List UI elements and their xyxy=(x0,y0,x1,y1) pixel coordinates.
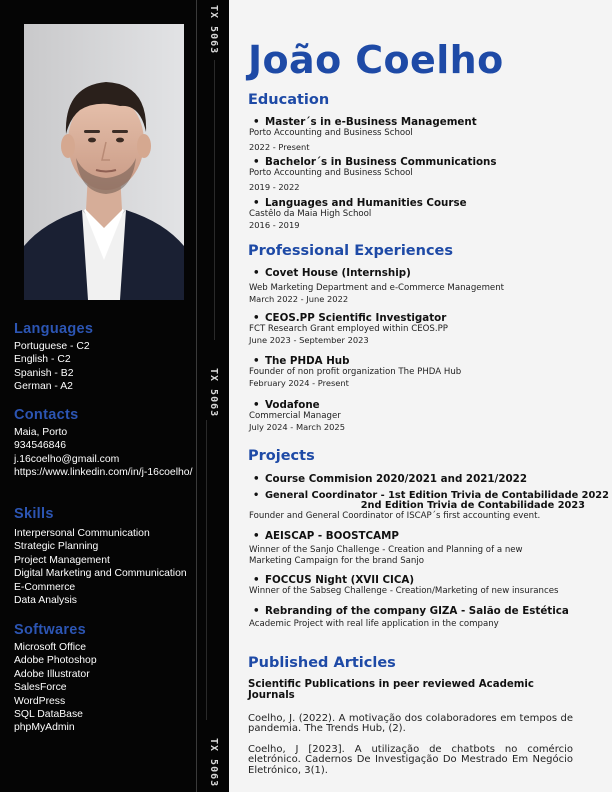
bullet-icon: • xyxy=(253,197,260,209)
languages-section xyxy=(14,321,93,394)
project-entry xyxy=(249,473,601,485)
contact-phone[interactable]: 934546846 xyxy=(14,440,67,452)
skill-item: Interpersonal Communication xyxy=(14,528,150,539)
softwares-section xyxy=(14,622,97,735)
film-scratch xyxy=(206,420,207,720)
entry-title-text: Vodafone xyxy=(265,399,320,411)
entry-description: Winner of the Sanjo Challenge - Creation and Planning of a new xyxy=(249,545,523,555)
entry-title xyxy=(249,197,601,209)
article-citation: Coelho, J. (2022). A motivação dos colaboradores em tempos de pandemia. The Trends Hub, (2). xyxy=(248,713,573,735)
entry-date: February 2024 - Present xyxy=(249,378,349,388)
bullet-icon: • xyxy=(253,399,260,411)
entry-title xyxy=(249,574,601,586)
entry-title-text: Languages and Humanities Course xyxy=(265,197,467,209)
articles-title: Published Articles xyxy=(248,655,396,671)
skill-item: Strategic Planning xyxy=(14,541,99,553)
entry-title xyxy=(249,312,601,324)
entry-title xyxy=(249,473,601,485)
entry-title xyxy=(249,355,601,367)
project-entry xyxy=(249,605,601,630)
entry-title-text: Master´s in e-Business Management xyxy=(265,116,477,128)
bullet-icon: • xyxy=(253,530,260,542)
skill-item: Data Analysis xyxy=(14,595,77,607)
software-item: SQL DataBase xyxy=(14,709,83,721)
person-name: João Coelho xyxy=(248,38,504,82)
article-citation: Coelho, J [2023]. A utilização de chatbots no comércio eletrónico. Cadernos De Investigação Do Mestrado Em Negócio Eletrónico, 3(1). xyxy=(248,744,573,776)
entry-description: Academic Project with real life application in the company xyxy=(249,619,499,629)
entry-description: Web Marketing Department and e-Commerce Management xyxy=(249,283,505,293)
entry-description: Winner of the Sabseg Challenge - Creation/Marketing of new insurances xyxy=(249,586,559,596)
experience-title: Professional Experiences xyxy=(248,243,454,259)
entry-description: Founder and General Coordinator of ISCAP´s first accounting event. xyxy=(249,511,541,521)
entry-date: July 2024 - March 2025 xyxy=(249,422,345,432)
bullet-icon: • xyxy=(253,156,260,168)
entry-institution: Porto Accounting and Business School xyxy=(249,168,413,178)
bullet-icon: • xyxy=(253,473,260,485)
entry-title xyxy=(249,116,601,128)
entry-title-text: CEOS.PP Scientific Investigator xyxy=(265,312,447,324)
entry-date: 2016 - 2019 xyxy=(249,220,300,230)
entry-title-text: Covet House (Internship) xyxy=(265,267,411,279)
entry-title xyxy=(249,156,601,168)
entry-title-text: AEISCAP - BOOSTCAMP xyxy=(265,530,399,542)
software-item: phpMyAdmin xyxy=(14,722,75,734)
bullet-icon: • xyxy=(253,267,260,279)
entry-title-text: General Coordinator - 1st Edition Trivia de Contabilidade 2022 xyxy=(265,490,609,501)
language-item: German - A2 xyxy=(14,381,73,393)
entry-description: Founder of non profit organization The PHDA Hub xyxy=(249,367,462,377)
experience-entry xyxy=(249,312,601,346)
entry-description-continued: Marketing Campaign for the brand Sanjo xyxy=(249,556,425,566)
bullet-icon: • xyxy=(253,490,260,501)
bullet-icon: • xyxy=(253,355,260,367)
education-entry xyxy=(249,156,601,193)
film-scratch xyxy=(196,0,197,792)
experience-entry xyxy=(249,267,601,305)
entry-title xyxy=(249,267,601,279)
entry-title xyxy=(249,605,601,617)
bullet-icon: • xyxy=(253,605,260,617)
contacts-section xyxy=(14,407,192,480)
articles-subtitle: Scientific Publications in peer reviewed Academic Journals xyxy=(248,679,534,701)
contacts-title: Contacts xyxy=(14,407,79,423)
film-mark-top: TX 5063 xyxy=(208,5,219,55)
entry-date: 2019 - 2022 xyxy=(249,182,300,192)
entry-title-text: Course Commision 2020/2021 and 2021/2022 xyxy=(265,473,527,485)
software-item: Adobe Photoshop xyxy=(14,655,97,667)
projects-title: Projects xyxy=(248,448,315,464)
bullet-icon: • xyxy=(253,574,260,586)
film-scratch xyxy=(214,60,215,340)
software-item: Microsoft Office xyxy=(14,642,86,653)
project-entry xyxy=(249,574,601,597)
skill-item: E-Commerce xyxy=(14,581,76,593)
education-entry xyxy=(249,116,601,153)
software-item: Adobe Illustrator xyxy=(14,668,90,680)
entry-title-text: Rebranding of the company GIZA - Salão de Estética xyxy=(265,605,569,617)
language-item: Portuguese - C2 xyxy=(14,341,90,352)
contact-email[interactable]: j.16coelho@gmail.com xyxy=(14,453,120,465)
entry-title-continued: 2nd Edition Trivia de Contabilidade 2023 xyxy=(360,500,585,511)
project-entry xyxy=(249,530,601,567)
experience-entry xyxy=(249,355,601,389)
skill-item: Project Management xyxy=(14,554,110,566)
skills-title: Skills xyxy=(14,506,54,522)
film-mark-middle: TX 5063 xyxy=(208,368,219,418)
skills-section xyxy=(14,506,187,607)
entry-institution: Porto Accounting and Business School xyxy=(249,128,413,138)
sidebar xyxy=(0,0,229,792)
film-mark-bottom: TX 5063 xyxy=(208,738,219,788)
software-item: WordPress xyxy=(14,695,66,707)
experience-entry xyxy=(249,399,601,433)
language-item: English - C2 xyxy=(14,354,71,366)
languages-title: Languages xyxy=(14,321,94,337)
bullet-icon: • xyxy=(253,312,260,324)
entry-description: Commercial Manager xyxy=(249,411,341,421)
entry-title-text: The PHDA Hub xyxy=(265,355,350,367)
contact-linkedin[interactable]: https://www.linkedin.com/in/j-16coelho/ xyxy=(14,467,193,479)
bullet-icon: • xyxy=(253,116,260,128)
profile-photo-image xyxy=(24,24,184,300)
entry-institution: Castêlo da Maia High School xyxy=(249,209,372,219)
entry-date: June 2023 - September 2023 xyxy=(249,335,369,345)
skill-item: Digital Marketing and Communication xyxy=(14,568,187,580)
softwares-title: Softwares xyxy=(14,622,86,638)
profile-photo xyxy=(24,24,184,300)
entry-date: March 2022 - June 2022 xyxy=(249,294,349,304)
entry-title xyxy=(249,399,601,411)
entry-date: 2022 - Present xyxy=(249,142,310,152)
contact-location: Maia, Porto xyxy=(14,427,68,438)
education-entry xyxy=(249,197,601,231)
education-title: Education xyxy=(248,92,330,108)
language-item: Spanish - B2 xyxy=(14,367,74,379)
entry-title-text: FOCCUS Night (XVII CICA) xyxy=(265,574,415,586)
entry-title-text: Bachelor´s in Business Communications xyxy=(265,156,497,168)
software-item: SalesForce xyxy=(14,682,67,694)
entry-title xyxy=(249,530,601,542)
entry-description: FCT Research Grant employed within CEOS.PP xyxy=(249,324,448,334)
project-entry xyxy=(249,490,609,522)
